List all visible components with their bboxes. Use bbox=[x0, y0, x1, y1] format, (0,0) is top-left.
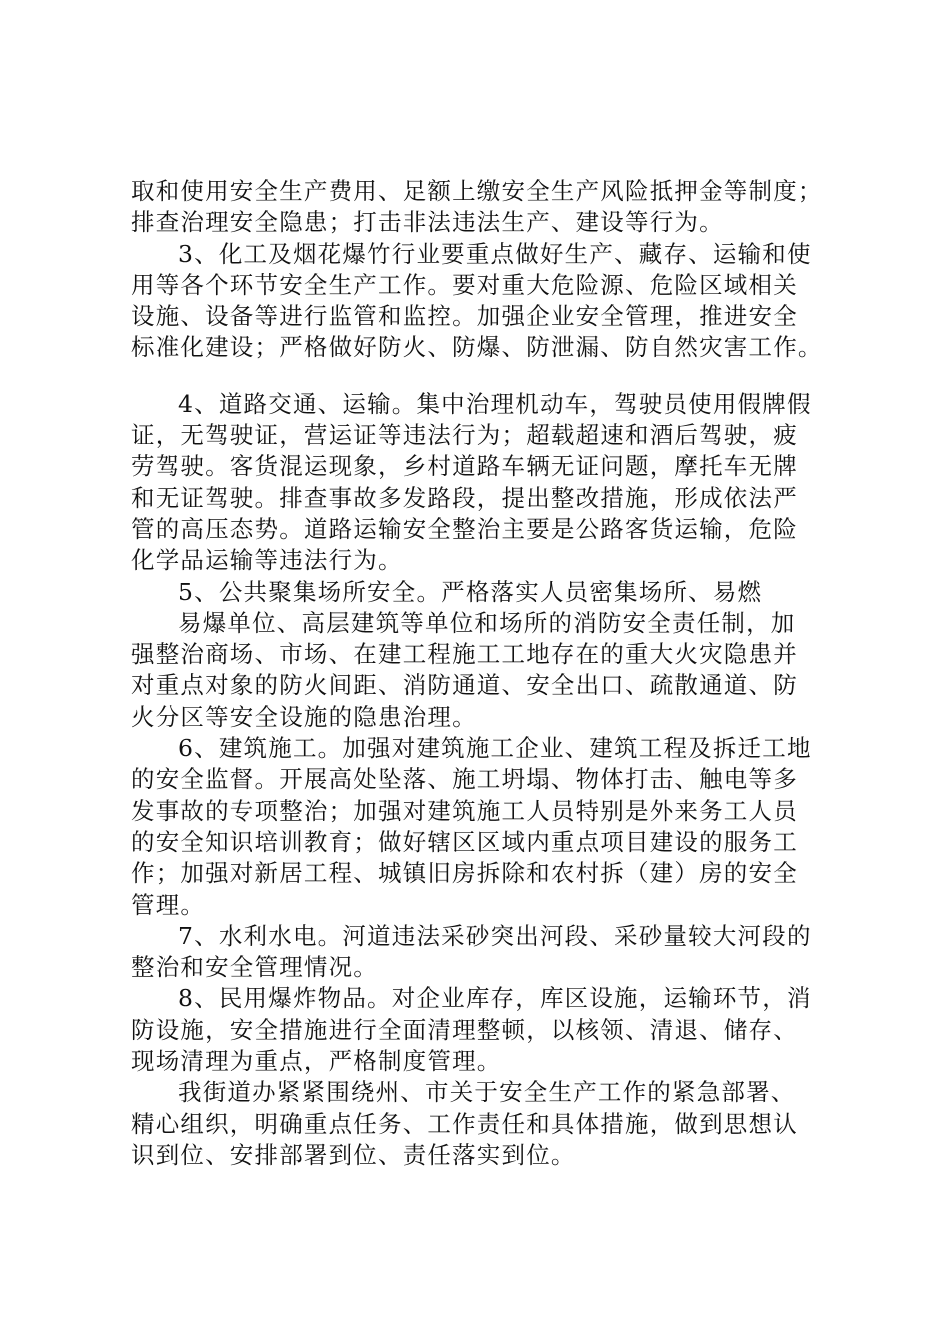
text-line: 和无证驾驶。排查事故多发路段，提出整改措施，形成依法严 bbox=[131, 483, 798, 512]
text-line: 管的高压态势。道路运输安全整治主要是公路客货运输，危险 bbox=[131, 514, 798, 543]
paragraph-4-start: 4、道路交通、运输。集中治理机动车，驾驶员使用假牌假 bbox=[178, 389, 812, 418]
text-line: 劳驾驶。客货混运现象，乡村道路车辆无证问题，摩托车无牌 bbox=[131, 452, 798, 481]
text-line: 易爆单位、高层建筑等单位和场所的消防安全责任制，加 bbox=[178, 608, 796, 637]
text-line: 发事故的专项整治；加强对建筑施工人员特别是外来务工人员 bbox=[131, 796, 798, 825]
text-line: 火分区等安全设施的隐患治理。 bbox=[131, 702, 477, 731]
text-line: 设施、设备等进行监管和监控。加强企业安全管理，推进安全 bbox=[131, 302, 798, 331]
text-line: 防设施，安全措施进行全面清理整顿，以核领、清退、储存、 bbox=[131, 1015, 798, 1044]
text-line: 作；加强对新居工程、城镇旧房拆除和农村拆（建）房的安全 bbox=[131, 859, 798, 888]
paragraph-5-start: 5、公共聚集场所安全。严格落实人员密集场所、易燃 bbox=[178, 577, 763, 606]
paragraph-8-start: 8、民用爆炸物品。对企业库存，库区设施，运输环节，消 bbox=[178, 984, 812, 1013]
paragraph-6-start: 6、建筑施工。加强对建筑施工企业、建筑工程及拆迁工地 bbox=[178, 734, 812, 763]
closing-paragraph-start: 我街道办紧紧围绕州、市关于安全生产工作的紧急部署、 bbox=[178, 1078, 796, 1107]
text-line: 现场清理为重点，严格制度管理。 bbox=[131, 1047, 502, 1076]
text-line: 的安全知识培训教育；做好辖区区域内重点项目建设的服务工 bbox=[131, 827, 798, 856]
paragraph-gap bbox=[131, 364, 837, 389]
text-line: 证，无驾驶证，营运证等违法行为；超载超速和酒后驾驶，疲 bbox=[131, 421, 798, 450]
text-line: 取和使用安全生产费用、足额上缴安全生产风险抵押金等制度； bbox=[131, 177, 823, 205]
text-line: 对重点对象的防火间距、消防通道、安全出口、疏散通道、防 bbox=[131, 671, 798, 700]
document-body bbox=[131, 176, 837, 1171]
paragraph-7-start: 7、水利水电。河道违法采砂突出河段、采砂量较大河段的 bbox=[178, 921, 812, 950]
text-line: 识到位、安排部署到位、责任落实到位。 bbox=[131, 1140, 576, 1169]
text-line: 排查治理安全隐患；打击非法违法生产、建设等行为。 bbox=[131, 208, 724, 237]
text-line: 强整治商场、市场、在建工程施工工地存在的重大火灾隐患并 bbox=[131, 640, 798, 669]
text-line: 化学品运输等违法行为。 bbox=[131, 546, 403, 575]
text-line: 整治和安全管理情况。 bbox=[131, 953, 378, 982]
text-line: 管理。 bbox=[131, 890, 206, 919]
text-line: 精心组织，明确重点任务、工作责任和具体措施，做到思想认 bbox=[131, 1109, 798, 1138]
text-line: 标准化建设；严格做好防火、防爆、防泄漏、防自然灾害工作。 bbox=[131, 333, 823, 362]
text-line: 的安全监督。开展高处坠落、施工坍塌、物体打击、触电等多 bbox=[131, 765, 798, 794]
text-line: 用等各个环节安全生产工作。要对重大危险源、危险区域相关 bbox=[131, 270, 798, 299]
paragraph-3-start: 3、化工及烟花爆竹行业要重点做好生产、藏存、运输和使 bbox=[178, 239, 812, 268]
